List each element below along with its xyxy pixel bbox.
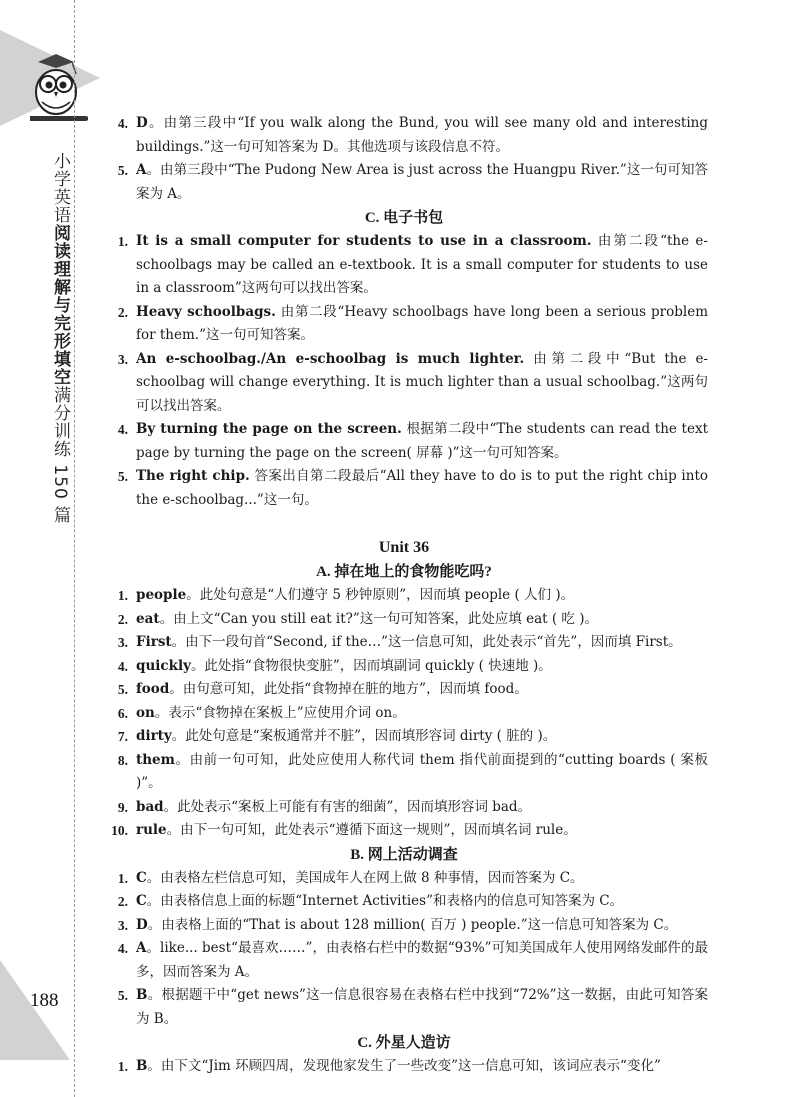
explanation: 。此处句意是“案板通常并不脏”，因而填形容词 dirty ( 脏的 )。 (171, 728, 557, 744)
list-item (100, 631, 708, 655)
book-title-part-c: 满分训练 150 篇 (50, 386, 70, 525)
answer-key: D (136, 115, 148, 131)
explanation: 。由表格信息上面的标题“Internet Activities”和表格内的信息可知答案为 C。 (146, 893, 624, 909)
answer-key: B (136, 987, 148, 1003)
section-c2-list (100, 1055, 708, 1079)
list-item (100, 796, 708, 820)
answer-content (100, 112, 708, 1079)
list-item (100, 819, 708, 843)
book-title-part-a: 小学英语 (50, 152, 70, 224)
item-number: 3. (117, 635, 128, 650)
list-item (100, 465, 708, 512)
explanation: 。由下文“Jim 环顾四周，发现他家发生了一些改变”这一信息可知，该词应表示“变化” (147, 1058, 661, 1074)
item-number: 5. (117, 988, 128, 1003)
answer-key: food (136, 681, 170, 697)
section-a-list (100, 584, 708, 843)
item-number: 1. (117, 234, 128, 249)
explanation: 。由句意可知，此处指“食物掉在脏的地方”，因而填 food。 (169, 681, 528, 697)
answer-key: eat (136, 610, 160, 627)
list-item (100, 984, 708, 1031)
answer-key: A (136, 162, 147, 178)
list-item (100, 890, 708, 914)
answer-key: dirty (136, 728, 172, 744)
item-number: 4. (117, 422, 128, 437)
list-item (100, 749, 708, 796)
answer-key: C (136, 893, 147, 909)
answer-key: D (136, 916, 148, 933)
answer-key: bad (136, 798, 164, 815)
item-number: 4. (117, 941, 128, 956)
item-number: 1. (117, 1059, 128, 1074)
explanation: 。由下一段句首“Second, if the…”这一信息可知，此处表示“首先”，因而填 First。 (171, 634, 682, 650)
explanation: 。此处指“食物很快变脏”，因而填副词 quickly ( 快速地 )。 (190, 657, 552, 674)
page-number: 188 (30, 990, 59, 1011)
explanation: 。like... best“最喜欢……”，由表格右栏中的数据“93%”可知美国成年人使用网络发邮件的最多，因而答案为 A。 (136, 940, 708, 980)
answer-key: The right chip. (136, 468, 250, 484)
list-item (100, 1055, 708, 1079)
answer-key: A (136, 940, 147, 956)
explanation: 由第二段中“But the e-schoolbag will change everything. It is much lighter than a usual schoolbag.”这两句可以找出答案。 (136, 350, 708, 414)
item-number: 6. (117, 705, 128, 721)
list-item (100, 678, 708, 702)
item-number: 4. (117, 116, 128, 131)
answer-key: B (136, 1058, 148, 1074)
section-b-list (100, 867, 708, 1032)
item-number: 1. (117, 870, 128, 886)
list-item (100, 348, 708, 419)
item-number: 2. (117, 611, 128, 627)
answer-key: By turning the page on the screen. (136, 421, 402, 437)
owl-mascot-icon (24, 48, 88, 132)
list-item (100, 418, 708, 465)
list-item (100, 655, 708, 679)
item-number: 3. (117, 917, 128, 933)
section-title-dropped-food: A. 掉在地上的食物能吃吗? (316, 564, 492, 580)
item-number: 2. (117, 894, 128, 909)
item-number: 10. (111, 823, 128, 838)
explanation: 。此处表示“案板上可能有有害的细菌”，因而填形容词 bad。 (163, 798, 532, 815)
explanation: 。由表格左栏信息可知，美国成年人在网上做 8 种事情，因而答案为 C。 (146, 869, 584, 886)
item-number: 4. (117, 658, 128, 674)
explanation: 由第二段“the e-schoolbags may be called an e-textbook. It is a small computer for students to use in a classroom”这两句可以找出答案。 (136, 233, 708, 296)
item-number: 8. (117, 752, 128, 768)
list-item (100, 230, 708, 301)
answer-key: First (136, 634, 172, 650)
explanation: 由第二段“Heavy schoolbags have long been a serious problem for them.”这一句可知答案。 (136, 303, 708, 343)
list-item (100, 914, 708, 938)
item-number: 9. (117, 799, 128, 815)
item-number: 5. (117, 163, 128, 178)
section-title-e-schoolbag: C. 电子书包 (364, 210, 444, 226)
answer-key: C (136, 869, 147, 886)
explanation: 。由第三段中“The Pudong New Area is just across the Huangpu River.”这一句可知答案为 A。 (136, 162, 708, 202)
item-number: 5. (117, 469, 128, 484)
section-c-list (100, 230, 708, 512)
explanation: 。由表格上面的“That is about 128 million( 百万 ) people.”这一信息可知答案为 C。 (147, 916, 678, 933)
margin-dashed-line (74, 0, 75, 1097)
answer-key: people (136, 587, 187, 603)
item-number: 7. (117, 729, 128, 744)
list-item (100, 112, 708, 159)
list-item (100, 301, 708, 348)
section-title-online-survey: B. 网上活动调查 (350, 846, 458, 863)
top-items-list (100, 112, 708, 206)
list-item (100, 584, 708, 608)
item-number: 5. (117, 682, 128, 697)
item-number: 3. (117, 351, 128, 367)
explanation: 。表示“食物掉在案板上”应使用介词 on。 (154, 704, 406, 721)
list-item (100, 608, 708, 632)
list-item (100, 725, 708, 749)
explanation: 根据第二段中“The students can read the text page by turning the page on the screen( 屏幕 )”这一句可知答案。 (136, 421, 709, 461)
explanation: 答案出自第二段最后“All they have to do is to put the right chip into the e-schoolbag...”这一句。 (136, 468, 709, 508)
answer-key: It is a small computer for students to use in a classroom. (136, 233, 592, 249)
list-item (100, 937, 708, 984)
explanation: 。由下一句可知，此处表示“遵循下面这一规则”，因而填名词 rule。 (166, 822, 577, 838)
list-item (100, 702, 708, 726)
answer-key: them (136, 751, 175, 768)
book-title-vertical (49, 152, 73, 524)
unit-title: Unit 36 (378, 539, 430, 556)
answer-key: on (136, 704, 155, 721)
list-item (100, 867, 708, 891)
explanation: 。由前一句可知，此处应使用人称代词 them 指代前面提到的“cutting boards ( 案板 )”。 (136, 751, 708, 791)
explanation: 。由第三段中“If you walk along the Bund, you will see many old and interesting buildings.”这一句可知答案为 D。其他选项与该段信息不符。 (136, 115, 708, 155)
explanation: 。由上文“Can you still eat it?”这一句可知答案，此处应填 eat ( 吃 )。 (159, 610, 598, 627)
explanation: 。此处句意是“人们遵守 5 秒钟原则”，因而填 people ( 人们 )。 (186, 587, 575, 603)
answer-key: rule (136, 822, 167, 838)
answer-key: Heavy schoolbags. (136, 303, 276, 320)
explanation: 。根据题干中“get news”这一信息很容易在表格右栏中找到“72%”这一数据，由此可知答案为 B。 (136, 987, 708, 1027)
book-title-part-b: 阅读理解与完形填空 (50, 224, 70, 386)
answer-key: quickly (136, 657, 191, 674)
list-item (100, 159, 708, 206)
item-number: 1. (117, 588, 128, 603)
section-title-alien-visit: C. 外星人造访 (357, 1035, 451, 1051)
item-number: 2. (117, 304, 128, 320)
answer-key: An e-schoolbag./An e-schoolbag is much lighter. (136, 350, 525, 367)
